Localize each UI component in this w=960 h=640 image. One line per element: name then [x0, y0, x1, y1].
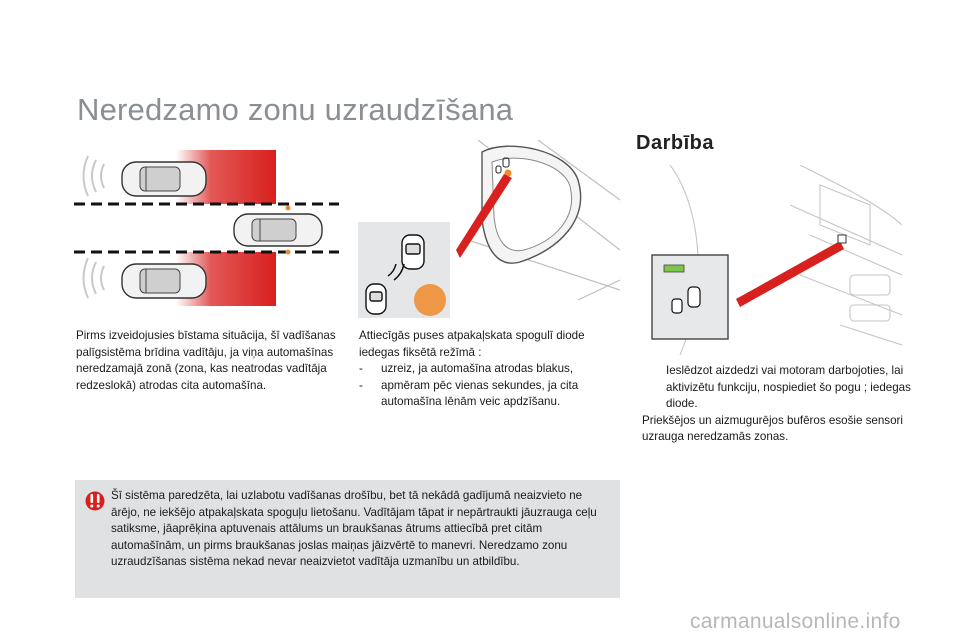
pointer-bullet-icon — [642, 363, 666, 413]
list-item — [359, 361, 621, 378]
operation-paragraph — [642, 363, 912, 446]
exclamation-warning-icon — [85, 490, 105, 512]
intro-text: Pirms izveidojusies bīstama situācija, šī vadīšanas palīgsistēma brīdina vadītāju, ja viņa automašīnas neredzamajā zonā (zona, kas neatrodas vadītāja redzeslokā) atrodas cita automašīna. — [76, 329, 336, 392]
mirror-item-1: uzreiz, ja automašīna atrodas blakus, — [381, 362, 574, 375]
list-item — [359, 378, 621, 411]
dashboard-button-illustration — [640, 165, 902, 355]
watermark: carmanualsonline.info — [690, 610, 901, 633]
list-item — [642, 363, 912, 413]
operation-item-text: Ieslēdzot aizdedzi vai motoram darbojoties, lai aktivizētu funkciju, nospiediet šo pogu ; iedegas diode. — [666, 364, 911, 410]
warning-text: Šī sistēma paredzēta, lai uzlabotu vadīšanas drošību, bet tā nekādā gadījumā neaizvieto ne ārējo, ne iekšējo atpakaļskata spoguļu lietošanu. Vadītājam tāpat ir nepārtraukti jāuzrauga ceļu satiksme, jāaprēķina aptuvenais attālums un braukšanas ātrums attiecībā pret citām automašīnām, un pirms braukšanas joslas maiņas jāizvērtē to manevri. Neredzamo zonu uzraudzīšanas sistēma nekad nevar neaizvietot vadītāja uzmanību un atbildību. — [111, 489, 597, 568]
dash-marker: - — [359, 378, 363, 392]
operation-note-text: Priekšējos un aizmugurējos bufēros esošie sensori uzrauga neredzamās zonas. — [642, 413, 903, 443]
section-title-operation: Darbība — [636, 132, 714, 154]
page-title: Neredzamo zonu uzraudzīšana — [77, 92, 514, 127]
mirror-led-illustration — [358, 140, 620, 318]
blind-spot-zones-illustration — [74, 140, 339, 310]
intro-paragraph — [76, 328, 348, 394]
warning-box — [75, 480, 620, 598]
mirror-led-paragraph — [359, 328, 621, 411]
mirror-item-2: apmēram pēc vienas sekundes, ja cita automašīna lēnām veic apdzīšanu. — [381, 378, 579, 408]
mirror-lead-text: Attiecīgās puses atpakaļskata spogulī diode iedegas fiksētā režīmā : — [359, 329, 585, 359]
dash-marker: - — [359, 362, 363, 375]
